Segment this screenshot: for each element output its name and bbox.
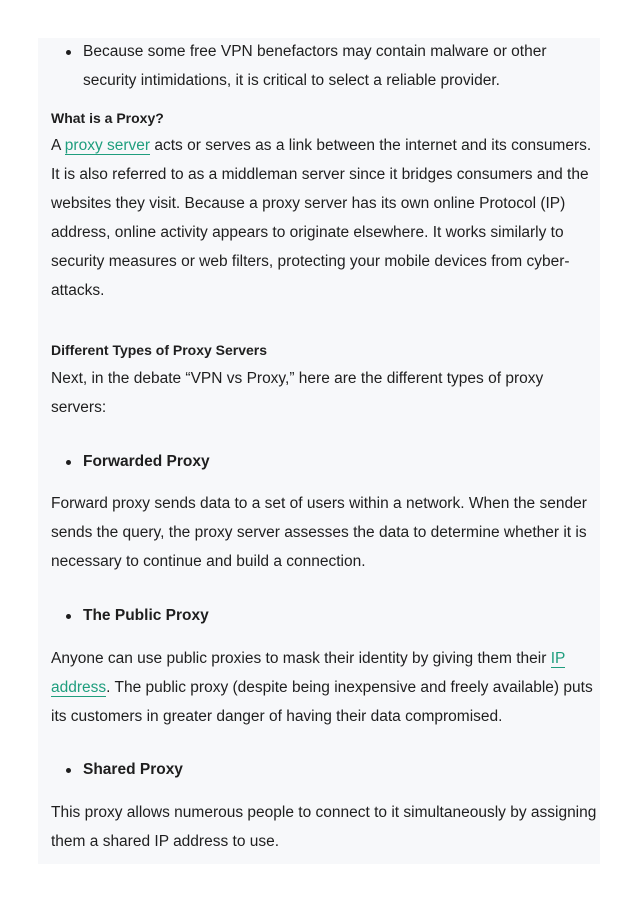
types-line-2: servers:	[51, 399, 107, 416]
forwarded-proxy-paragraph	[51, 489, 591, 576]
proxy-definition-paragraph	[51, 131, 591, 305]
public-line-2-rest: . The public proxy (despite being inexpensive and freely available) puts	[106, 679, 593, 696]
proxy-server-link[interactable]: proxy server	[64, 137, 151, 154]
forwarded-line-2: sends the query, the proxy server assesses the data to determine whether it is	[51, 524, 587, 541]
public-proxy-paragraph	[51, 644, 591, 731]
para-line-6: attacks.	[51, 282, 105, 299]
types-line-1: Next, in the debate “VPN vs Proxy,” here are the different types of proxy	[51, 370, 544, 387]
para-line-1-rest: acts or serves as a link between the internet and its consumers.	[150, 137, 592, 154]
bullet-dot	[66, 460, 71, 465]
para-prefix: A	[51, 137, 65, 154]
shared-proxy-paragraph	[51, 798, 597, 856]
ip-link-part-2[interactable]: address	[51, 679, 107, 696]
public-proxy-label: The Public Proxy	[83, 607, 209, 624]
heading-proxy-types: Different Types of Proxy Servers	[51, 342, 268, 358]
intro-bullet-line-1: Because some free VPN benefactors may contain malware or other	[83, 43, 547, 60]
public-line-1-prefix: Anyone can use public proxies to mask their identity by giving them their	[51, 650, 551, 667]
para-line-4: address, online activity appears to originate elsewhere. It works similarly to	[51, 224, 564, 241]
types-intro-paragraph	[51, 364, 591, 422]
para-line-3: websites they visit. Because a proxy server has its own online Protocol (IP)	[51, 195, 566, 212]
intro-bullet-line-2: security intimidations, it is critical to select a reliable provider.	[83, 72, 500, 89]
ip-link-part-1[interactable]: IP	[550, 650, 566, 667]
public-line-3: its customers in greater danger of having their data compromised.	[51, 708, 503, 725]
forwarded-line-1: Forward proxy sends data to a set of users within a network. When the sender	[51, 495, 587, 512]
shared-proxy-label: Shared Proxy	[83, 761, 183, 778]
shared-line-1: This proxy allows numerous people to connect to it simultaneously by assigning	[51, 804, 597, 821]
bullet-dot	[66, 768, 71, 773]
bullet-dot	[66, 50, 71, 55]
bullet-dot	[66, 614, 71, 619]
intro-bullet	[83, 37, 583, 95]
forwarded-line-3: necessary to continue and build a connection.	[51, 553, 366, 570]
para-line-2: It is also referred to as a middleman server since it bridges consumers and the	[51, 166, 589, 183]
para-line-5: security measures or web filters, protecting your mobile devices from cyber-	[51, 253, 570, 270]
forwarded-proxy-label: Forwarded Proxy	[83, 453, 210, 470]
shared-line-2: them a shared IP address to use.	[51, 833, 280, 850]
heading-what-is-proxy: What is a Proxy?	[51, 110, 164, 126]
